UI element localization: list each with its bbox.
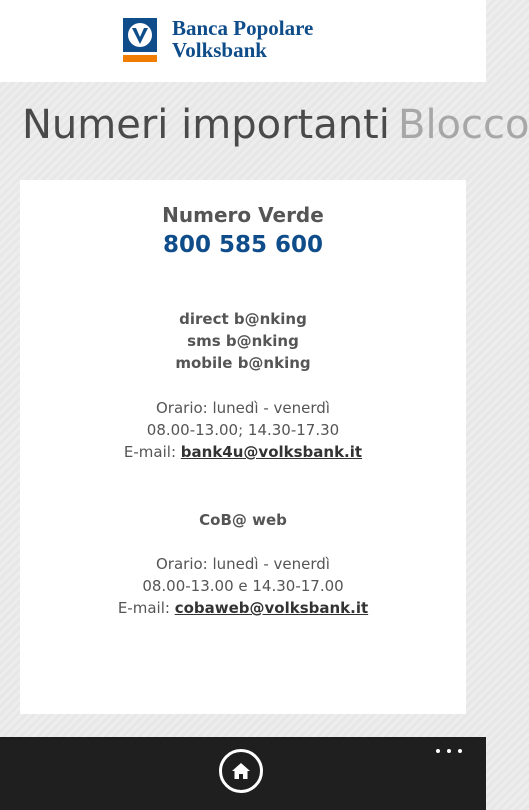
numero-verde-phone[interactable]: 800 585 600	[162, 232, 324, 258]
service1-line: mobile b@nking	[175, 354, 311, 372]
numero-verde-title: Numero Verde	[162, 203, 324, 227]
pivot-header	[0, 82, 529, 182]
service1-line: sms b@nking	[187, 332, 299, 350]
tab-blocco[interactable]: Blocco	[398, 102, 529, 148]
app-header	[0, 0, 486, 82]
service2-details	[20, 553, 466, 619]
home-button[interactable]	[219, 749, 263, 793]
service2-hours: 08.00-13.00 e 14.30-17.00	[142, 577, 344, 595]
tab-numeri-importanti[interactable]: Numeri importanti	[22, 102, 390, 148]
service1-email-label: E-mail:	[123, 443, 181, 461]
bank-name	[172, 17, 472, 61]
service1-hours-label: Orario: lunedì - venerdì	[156, 399, 330, 417]
service1-names	[20, 308, 466, 374]
contacts-card	[20, 180, 466, 714]
service2-email-label: E-mail:	[117, 599, 175, 617]
volksbank-logo-icon	[123, 18, 157, 62]
more-ellipsis-icon[interactable]	[433, 739, 469, 763]
home-icon	[231, 761, 251, 781]
app-bar	[0, 737, 486, 810]
bank-name-line2: Volksbank	[172, 38, 267, 62]
service2-hours-label: Orario: lunedì - venerdì	[156, 555, 330, 573]
service2-title: CoB@ web	[199, 511, 287, 529]
service1-hours: 08.00-13.00; 14.30-17.30	[146, 421, 340, 439]
service1-email-row	[20, 441, 466, 463]
bank-name-line1: Banca Popolare	[172, 16, 314, 40]
service1-line: direct b@nking	[179, 310, 307, 328]
service2-email-row	[20, 597, 466, 619]
service1-details	[20, 397, 466, 463]
service1-email-link[interactable]: bank4u@volksbank.it	[180, 443, 363, 461]
service2-email-link[interactable]: cobaweb@volksbank.it	[174, 599, 369, 617]
